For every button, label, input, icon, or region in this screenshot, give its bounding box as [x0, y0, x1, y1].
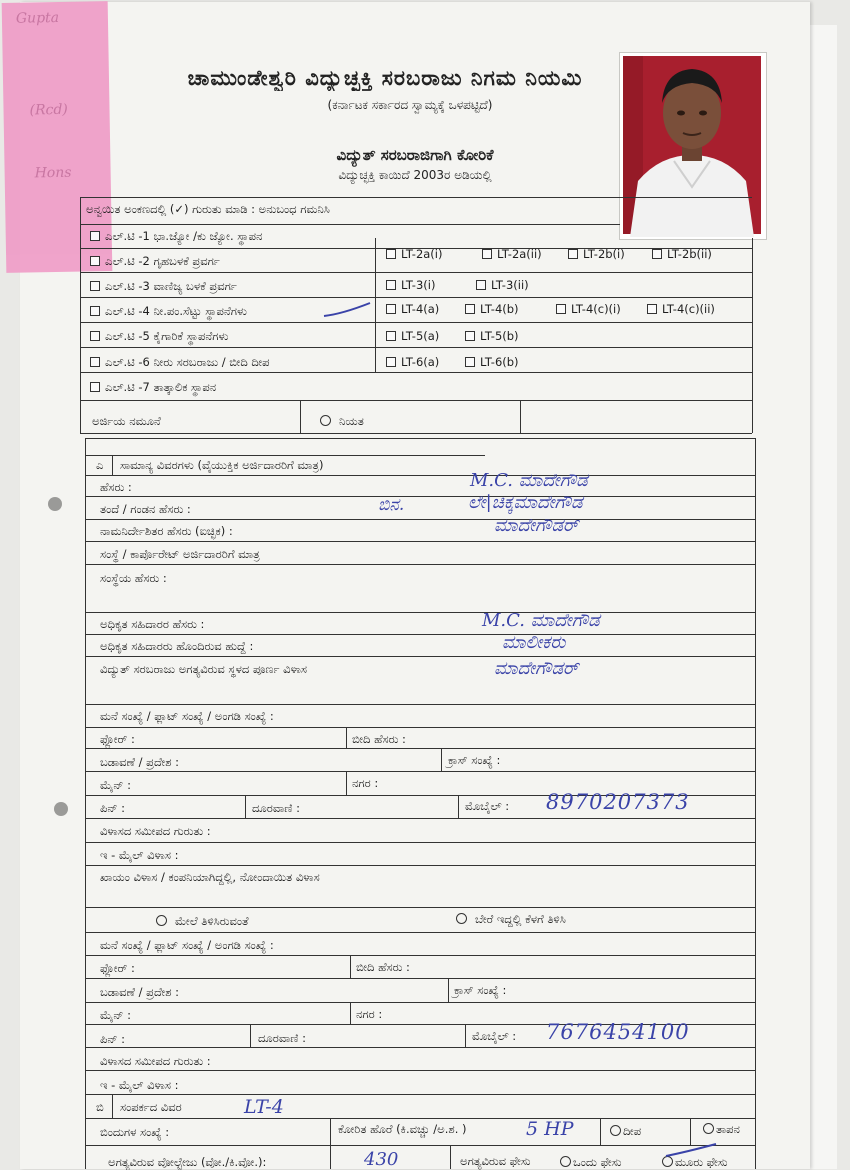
tick-mark [322, 300, 374, 322]
checkbox[interactable] [386, 331, 396, 341]
table-border [80, 197, 752, 198]
organisation-title: ಚಾಮುಂಡೇಶ್ವರಿ ವಿದ್ಯುಚ್ಛಕ್ತಿ ಸರಬರಾಜು ನಿಗಮ ನಿಯಮಿ [187, 66, 583, 90]
table-border [85, 932, 755, 933]
table-border [752, 238, 753, 433]
radio[interactable] [610, 1125, 621, 1136]
cross-label: ಕ್ರಾಸ್ ಸಂಖ್ಯೆ : [448, 753, 501, 767]
table-border [85, 727, 755, 728]
table-border [112, 455, 113, 475]
pin-label: ಪಿನ್ : [100, 1032, 126, 1046]
table-border [85, 1118, 755, 1119]
table-border [346, 771, 347, 795]
handwritten-mobile: 8970207373 [546, 790, 690, 814]
house-number-label: ಮನೆ ಸಂಖ್ಯೆ / ಫ್ಲಾಟ್ ಸಂಖ್ಯೆ / ಅಂಗಡಿ ಸಂಖ್ಯೆ : [100, 709, 274, 723]
tariff-category-lt2[interactable]: ಎಲ್.ಟಿ -2 ಗೃಹಬಳಕೆ ಪ್ರವರ್ಗ [90, 254, 220, 269]
phone-label: ದೂರವಾಣಿ : [252, 801, 300, 815]
table-border [85, 704, 755, 705]
area-label: ಬಡಾವಣೆ / ಪ್ರದೇಶ : [100, 755, 180, 769]
table-border [80, 433, 752, 434]
handwritten-mobile: 7676454100 [546, 1020, 690, 1044]
checkbox[interactable] [90, 281, 100, 291]
subcategory-option[interactable]: LT-4(c)(i) [556, 302, 621, 316]
checkbox[interactable] [90, 306, 100, 316]
table-border [755, 438, 756, 1169]
checkbox[interactable] [556, 304, 566, 314]
checkbox[interactable] [476, 280, 486, 290]
radio[interactable] [156, 915, 167, 926]
handwritten-load: 5 HP [526, 1118, 574, 1140]
checkbox[interactable] [90, 256, 100, 266]
same-as-above-option[interactable]: ಮೇಲೆ ತಿಳಿಸಿರುವಂತೆ [156, 914, 249, 929]
subcategory-option[interactable]: LT-3(i) [386, 278, 435, 292]
form-subtitle: ವಿದ್ಯುಚ್ಛಕ್ತಿ ಕಾಯಿದೆ 2003ರ ಅಡಿಯಲ್ಲಿ [338, 168, 492, 182]
table-border [85, 748, 755, 749]
single-phase-option[interactable]: ಒಂದು ಫೇಸು [560, 1155, 621, 1170]
subcategory-option[interactable]: LT-4(b) [465, 302, 519, 316]
main-label: ಮೈನ್ : [100, 1008, 131, 1022]
checkbox[interactable] [647, 304, 657, 314]
radio[interactable] [320, 415, 331, 426]
handwritten-nominee: ಮಾದೇಗೌಡರ್ [494, 515, 579, 536]
auth-designation-label: ಅಧಿಕೃತ ಸಹಿದಾರರು ಹೊಂದಿರುವ ಹುದ್ದೆ : [100, 639, 254, 653]
subcategory-option[interactable]: LT-2b(i) [568, 247, 625, 261]
street-label: ಬೀದಿ ಹೆಸರು : [352, 732, 406, 746]
section-b-title: ಸಂಪರ್ಕದ ವಿವರ [120, 1100, 182, 1114]
punch-hole [48, 497, 62, 511]
table-border [80, 224, 620, 225]
table-border [690, 1118, 691, 1145]
street-label: ಬೀದಿ ಹೆಸರು : [356, 960, 410, 974]
subcategory-option[interactable]: LT-6(b) [465, 355, 519, 369]
table-border [85, 771, 755, 772]
table-border [80, 322, 752, 323]
handwritten-father-prefix: ಬಿನ. [378, 495, 405, 515]
permanent-address-label: ಖಾಯಂ ವಿಳಾಸ / ಕಂಪನಿಯಾಗಿದ್ದಲ್ಲಿ, ನೋಂದಾಯಿತ ವಿಳಾಸ [100, 870, 320, 884]
table-border [85, 1145, 755, 1146]
checkbox[interactable] [386, 357, 396, 367]
landmark-label: ವಿಳಾಸದ ಸಮೀಪದ ಗುರುತು : [100, 824, 211, 838]
checkbox[interactable] [482, 249, 492, 259]
table-border [80, 197, 81, 433]
table-border [85, 438, 86, 1169]
checkbox[interactable] [465, 357, 475, 367]
subcategory-option[interactable]: LT-3(ii) [476, 278, 529, 292]
org-name-label: ಸಂಸ್ಥೆಯ ಹೆಸರು : [100, 571, 167, 585]
table-border [80, 400, 752, 401]
tariff-category-lt3[interactable]: ಎಲ್.ಟಿ -3 ವಾಣಿಜ್ಯ ಬಳಕೆ ಪ್ರವರ್ಗ [90, 279, 237, 294]
points-label: ಬಿಂದುಗಳ ಸಂಖ್ಯೆ : [100, 1125, 170, 1139]
auth-name-label: ಅಧಿಕೃತ ಸಹಿದಾರರ ಹೆಸರು : [100, 617, 205, 631]
punch-hole [54, 802, 68, 816]
radio[interactable] [456, 913, 467, 924]
table-border [300, 400, 301, 433]
table-border [85, 475, 755, 476]
load-label: ಕೋರಿತ ಹೊರೆ (ಕಿ.ವಚ್ಚು /ಅ.ಶ. ) [338, 1122, 467, 1136]
table-border [346, 727, 347, 748]
table-border [85, 519, 755, 520]
table-border [85, 656, 755, 657]
email-label: ಇ - ಮೈಲ್ ವಿಳಾಸ : [100, 1078, 179, 1092]
corporate-label: ಸಂಸ್ಥೆ / ಕಾರ್ಪೊರೇಟ್ ಅರ್ಜಿದಾರರಿಗೆ ಮಾತ್ರ [100, 547, 260, 561]
checkbox[interactable] [90, 231, 100, 241]
tariff-category-lt4[interactable]: ಎಲ್.ಟಿ -4 ನೀ.ಪಂ.ಸೆಟ್ಟು ಸ್ಥಾಪನೆಗಳು [90, 304, 247, 319]
radio[interactable] [560, 1156, 571, 1167]
subcategory-option[interactable]: LT-2a(i) [386, 247, 442, 261]
table-border [350, 955, 351, 978]
table-border [80, 297, 752, 298]
table-border [85, 818, 755, 819]
subcategory-option[interactable]: LT-5(a) [386, 329, 439, 343]
floor-label: ಫ್ಲೋರ್ : [100, 961, 135, 975]
checkbox[interactable] [90, 382, 100, 392]
checkbox[interactable] [465, 331, 475, 341]
area-label: ಬಡಾವಣೆ / ಪ್ರದೇಶ : [100, 985, 180, 999]
checkbox[interactable] [386, 249, 396, 259]
light-option[interactable]: ದೀಪ [610, 1124, 641, 1139]
tariff-category-lt6[interactable]: ಎಲ್.ಟಿ -6 ನೀರು ಸರಬರಾಜು / ಬೀದಿ ದೀಪ [90, 355, 270, 370]
other-address-option[interactable]: ಬೇರೆ ಇದ್ದಲ್ಲಿ ಕೆಳಗೆ ತಿಳಿಸಿ [456, 912, 566, 927]
table-border [600, 1118, 601, 1145]
supply-address-label: ವಿದ್ಯುತ್ ಸರಬರಾಜು ಅಗತ್ಯವಿರುವ ಸ್ಥಳದ ಪೂರ್ಣ ವಿಳಾಸ [100, 662, 307, 676]
section-a-letter: ಎ [96, 458, 104, 472]
tariff-category-lt1[interactable]: ಎಲ್.ಟಿ -1 ಭಾ.ಜ್ಯೋ /ಕು ಜ್ಯೋ. ಸ್ಥಾಪನ [90, 229, 262, 244]
heat-option[interactable]: ತಾಪನ [703, 1122, 740, 1137]
three-phase-option[interactable]: ಮೂರು ಫೇಸು [662, 1155, 728, 1170]
table-border [85, 634, 755, 635]
sticky-note-text: Hons [34, 164, 72, 182]
table-border [85, 438, 755, 439]
voltage-label: ಅಗತ್ಯವಿರುವ ವೋಲ್ಟೇಜು (ವೋ./ಕಿ.ವೋ.): [108, 1155, 267, 1169]
tick-mark [660, 1142, 720, 1162]
table-border [85, 1002, 755, 1003]
handwritten-supply-address: ಮಾದೇಗೌಡರ್ [494, 658, 579, 679]
checkbox[interactable] [386, 280, 396, 290]
table-border [250, 1024, 251, 1047]
section-b-letter: ಬಿ [96, 1100, 104, 1114]
handwritten-auth-name: M.C. ಮಾದೇಗೌಡ [482, 610, 600, 631]
handwritten-father-name: ಲೇ|ಚಿಕ್ಕಮಾದೇಗೌಡ [468, 492, 583, 513]
landmark-label: ವಿಳಾಸದ ಸಮೀಪದ ಗುರುತು : [100, 1054, 211, 1068]
handwritten-points: LT-4 [244, 1096, 284, 1118]
subcategory-option[interactable]: LT-5(b) [465, 329, 519, 343]
tariff-category-lt5[interactable]: ಎಲ್.ಟಿ -5 ಕೈಗಾರಿಕೆ ಸ್ಥಾಪನೆಗಳು [90, 329, 228, 344]
sticky-note-text: Gupta [15, 9, 60, 27]
main-label: ಮೈನ್ : [100, 778, 131, 792]
table-border [458, 795, 459, 818]
tariff-instruction: ಅನ್ವಯಿತ ಅಂಕಣದಲ್ಲಿ (✓) ಗುರುತು ಮಾಡಿ : ಅನುಬಂಧ ಗಮನಿಸಿ [86, 202, 330, 216]
checkbox[interactable] [465, 304, 475, 314]
checkbox[interactable] [90, 357, 100, 367]
name-label: ಹೆಸರು : [100, 480, 132, 494]
table-border [375, 238, 376, 372]
house-number-label: ಮನೆ ಸಂಖ್ಯೆ / ಫ್ಲಾಟ್ ಸಂಖ್ಯೆ / ಅಂಗಡಿ ಸಂಖ್ಯೆ : [100, 938, 274, 952]
table-border [85, 1070, 755, 1071]
table-border [80, 347, 752, 348]
table-border [85, 907, 755, 908]
city-label: ನಗರ : [356, 1007, 383, 1021]
table-border [80, 372, 752, 373]
organisation-subtitle: (ಕರ್ನಾಟಕ ಸರ್ಕಾರದ ಸ್ವಾಮ್ಯಕ್ಕೆ ಒಳಪಟ್ಟಿದೆ) [327, 98, 493, 112]
handwritten-auth-designation: ಮಾಲೀಕರು [502, 632, 566, 653]
table-border [85, 1094, 755, 1095]
table-border [465, 1024, 466, 1047]
phase-label: ಅಗತ್ಯವಿರುವ ಫೇಸು [460, 1154, 531, 1168]
application-form-label: ಅರ್ಜಿಯ ನಮೂನೆ [92, 414, 161, 428]
table-border [85, 564, 755, 565]
section-a-title: ಸಾಮಾನ್ಯ ವಿವರಗಳು (ವೈಯುಕ್ತಿಕ ಅರ್ಜಿದಾರರಿಗೆ ಮಾತ್ರ) [120, 458, 324, 472]
city-label: ನಗರ : [352, 776, 379, 790]
form-title: ವಿದ್ಯುತ್ ಸರಬರಾಜಿಗಾಗಿ ಕೋರಿಕೆ [336, 146, 494, 164]
floor-label: ಫ್ಲೋರ್ : [100, 732, 135, 746]
checkbox[interactable] [652, 249, 662, 259]
phone-label: ದೂರವಾಣಿ : [258, 1031, 306, 1045]
handwritten-name: M.C. ಮಾದೇಗೌಡ [470, 470, 588, 491]
table-border [85, 842, 755, 843]
cross-label: ಕ್ರಾಸ್ ಸಂಖ್ಯೆ : [454, 983, 507, 997]
table-border [112, 1094, 113, 1118]
table-border [85, 865, 755, 866]
tariff-category-lt7[interactable]: ಎಲ್.ಟಿ -7 ತಾತ್ಕಾಲಿಕ ಸ್ಥಾಪನ [90, 380, 216, 395]
sticky-note-text: (Rcd) [29, 101, 68, 119]
table-border [448, 978, 449, 1002]
application-form-option[interactable]: ನಿಯತ [320, 414, 364, 429]
pin-label: ಪಿನ್ : [100, 801, 126, 815]
checkbox[interactable] [386, 304, 396, 314]
table-border [85, 955, 755, 956]
table-border [85, 496, 755, 497]
father-name-label: ತಂದೆ / ಗಂಡನ ಹೆಸರು : [100, 502, 191, 516]
nominee-label: ನಾಮನಿರ್ದೇಶಿತರ ಹೆಸರು (ಐಚ್ಛಿಕ) : [100, 524, 233, 538]
checkbox[interactable] [90, 331, 100, 341]
subcategory-option[interactable]: LT-2b(ii) [652, 247, 712, 261]
table-border [85, 541, 755, 542]
table-border [350, 1002, 351, 1024]
radio[interactable] [703, 1123, 714, 1134]
checkbox[interactable] [568, 249, 578, 259]
mobile-label: ಮೊಬೈಲ್ : [465, 799, 510, 813]
table-border [85, 1047, 755, 1048]
handwritten-voltage: 430 [364, 1149, 399, 1170]
table-border [245, 795, 246, 818]
table-border [85, 978, 755, 979]
table-border [520, 400, 521, 433]
table-border [450, 1145, 451, 1169]
subcategory-option[interactable]: LT-4(a) [386, 302, 439, 316]
mobile-label: ಮೊಬೈಲ್ : [472, 1029, 517, 1043]
applicant-photo [619, 52, 767, 240]
subcategory-option[interactable]: LT-4(c)(ii) [647, 302, 715, 316]
table-border [85, 455, 485, 456]
subcategory-option[interactable]: LT-2a(ii) [482, 247, 542, 261]
subcategory-option[interactable]: LT-6(a) [386, 355, 439, 369]
table-border [85, 612, 755, 613]
table-border [330, 1118, 331, 1169]
email-label: ಇ - ಮೈಲ್ ವಿಳಾಸ : [100, 848, 179, 862]
table-border [80, 272, 752, 273]
table-border [441, 748, 442, 771]
